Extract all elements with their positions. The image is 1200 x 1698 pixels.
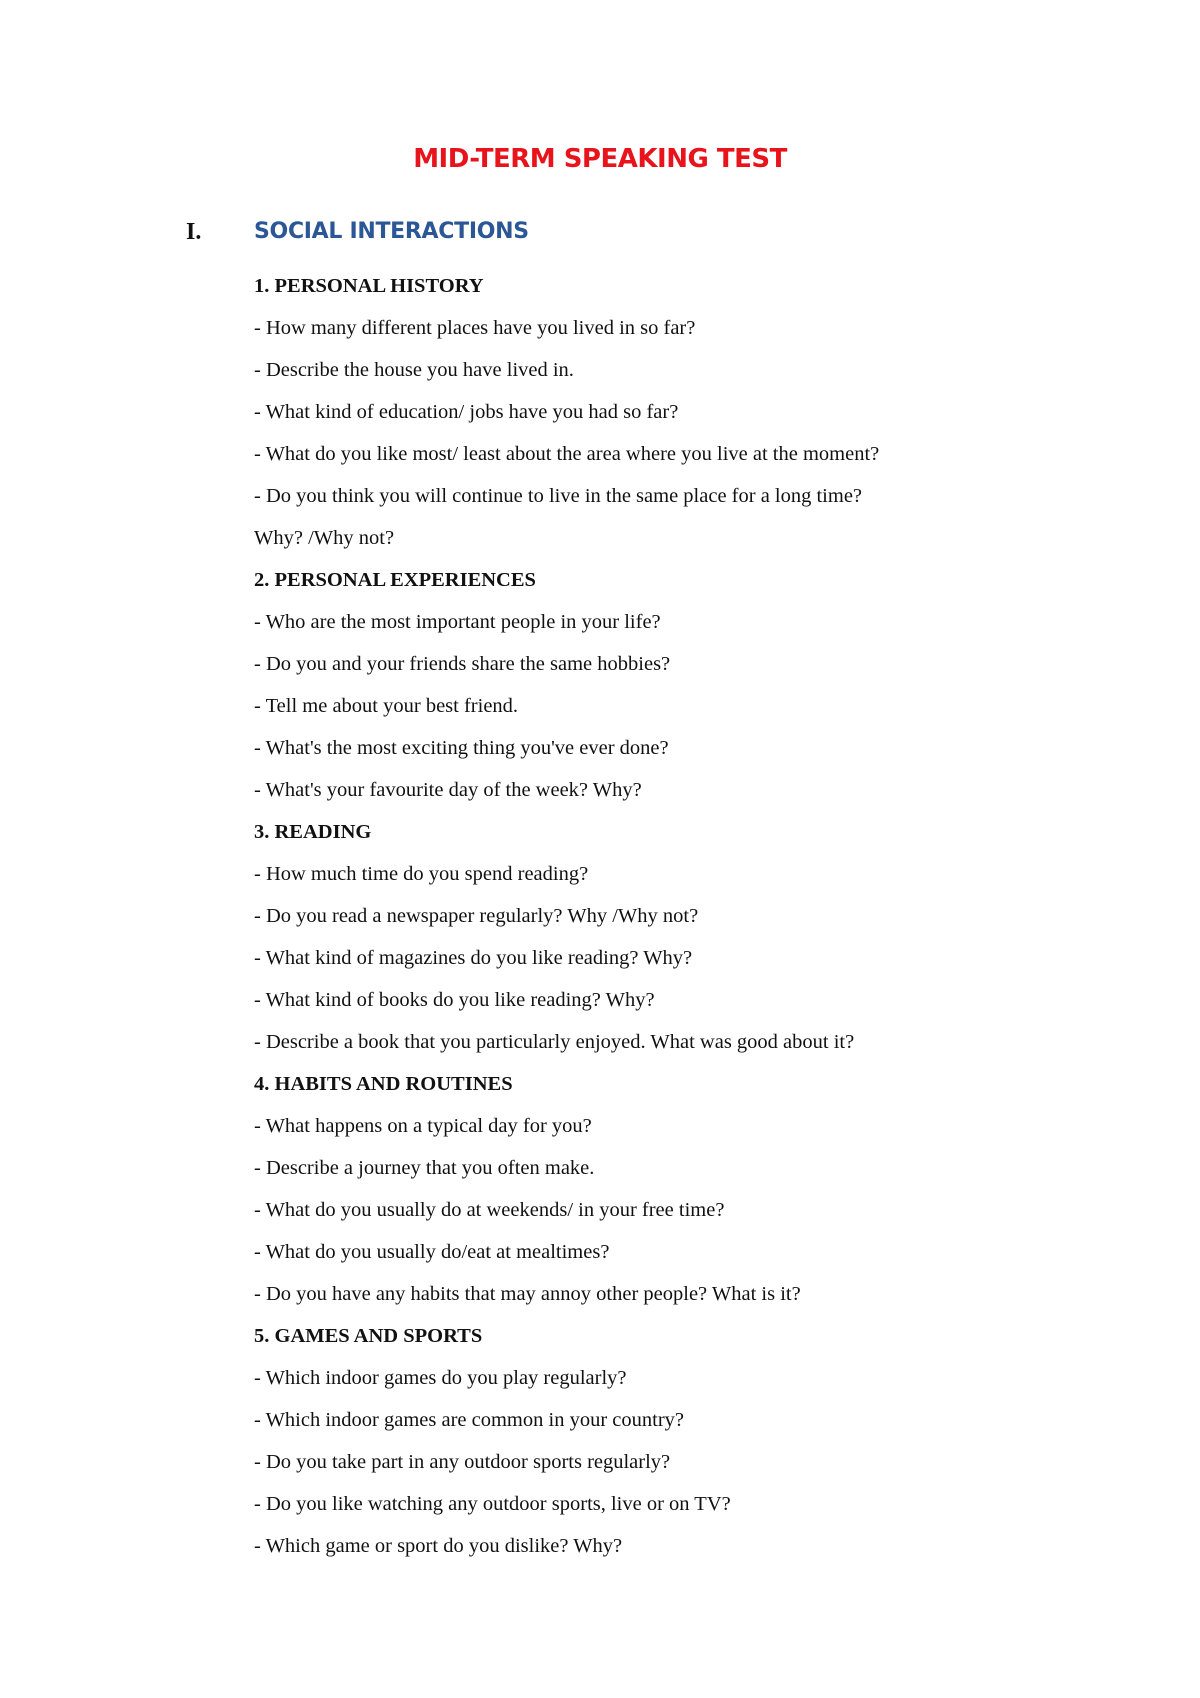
question-list [254,265,1154,1567]
question-line: - What kind of books do you like reading? Why? [254,989,655,1011]
question-line: - What's the most exciting thing you've ever done? [254,737,669,759]
question-line: - Do you have any habits that may annoy other people? What is it? [254,1283,801,1305]
question-line: - Describe a book that you particularly enjoyed. What was good about it? [254,1031,855,1053]
question-line: - What do you like most/ least about the area where you live at the moment? [254,443,880,465]
question-line: - Do you and your friends share the same hobbies? [254,653,671,675]
question-line: - How many different places have you lived in so far? [254,317,696,339]
question-line: - What do you usually do/eat at mealtimes? [254,1241,610,1263]
question-line: - Who are the most important people in your life? [254,611,661,633]
topic-heading: 3. READING [254,821,372,843]
question-line: - Do you take part in any outdoor sports regularly? [254,1451,671,1473]
question-line: - What kind of education/ jobs have you had so far? [254,401,679,423]
question-line: Why? /Why not? [254,527,395,549]
question-line: - Which indoor games do you play regularly? [254,1367,627,1389]
question-line: - Which indoor games are common in your country? [254,1409,684,1431]
topic-heading: 1. PERSONAL HISTORY [254,275,484,297]
document-title: MID-TERM SPEAKING TEST [413,144,787,174]
question-line: - Which game or sport do you dislike? Why? [254,1535,623,1557]
topic-heading: 4. HABITS AND ROUTINES [254,1073,513,1095]
question-line: - What kind of magazines do you like reading? Why? [254,947,693,969]
section-heading [186,219,1086,253]
section-numeral: I. [186,219,202,245]
question-line: - Tell me about your best friend. [254,695,519,717]
topic-heading: 5. GAMES AND SPORTS [254,1325,483,1347]
question-line: - Do you think you will continue to live in the same place for a long time? [254,485,863,507]
question-line: - Describe a journey that you often make. [254,1157,595,1179]
question-line: - What's your favourite day of the week? Why? [254,779,642,801]
question-line: - How much time do you spend reading? [254,863,589,885]
section-title: SOCIAL INTERACTIONS [254,219,529,244]
question-line: - Describe the house you have lived in. [254,359,574,381]
question-line: - Do you read a newspaper regularly? Why /Why not? [254,905,699,927]
question-line: - What do you usually do at weekends/ in your free time? [254,1199,725,1221]
question-line: - What happens on a typical day for you? [254,1115,592,1137]
question-line: - Do you like watching any outdoor sports, live or on TV? [254,1493,731,1515]
topic-heading: 2. PERSONAL EXPERIENCES [254,569,536,591]
